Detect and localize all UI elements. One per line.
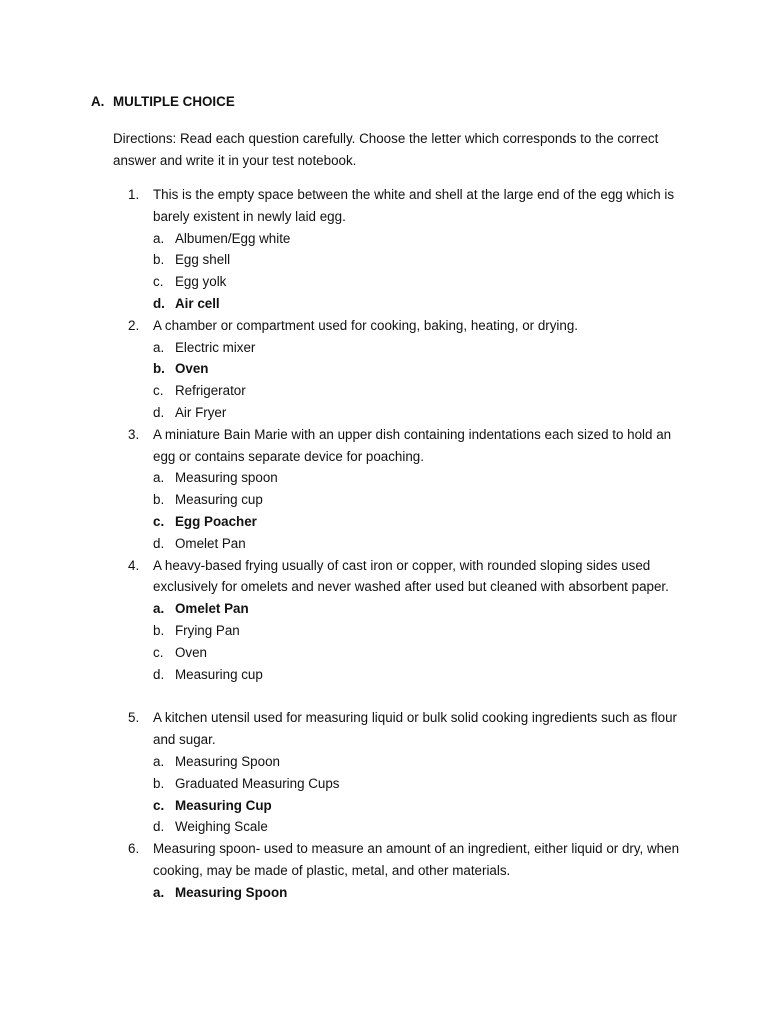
option-letter: d. bbox=[153, 404, 165, 420]
answer-option bbox=[0, 402, 768, 424]
option-text: Refrigerator bbox=[175, 383, 246, 399]
answer-option bbox=[0, 467, 768, 489]
answer-option bbox=[0, 249, 768, 271]
option-text: Graduated Measuring Cups bbox=[175, 775, 340, 791]
question-item bbox=[0, 315, 768, 424]
option-text: Egg yolk bbox=[175, 274, 227, 290]
option-text: Measuring Cup bbox=[175, 797, 272, 813]
answer-option-correct bbox=[0, 882, 768, 904]
section-title: MULTIPLE CHOICE bbox=[113, 94, 235, 109]
option-text: Measuring spoon bbox=[175, 470, 278, 486]
question-text: This is the empty space between the white and shell at the large end of the egg which is barely existent in newly laid egg. bbox=[153, 187, 675, 224]
option-text: Air cell bbox=[175, 295, 220, 311]
question-item bbox=[0, 707, 768, 838]
question-text: A heavy-based frying usually of cast iron or copper, with rounded sloping sides used exclusively for omelets and never washed after used but cleaned with absorbent paper. bbox=[153, 557, 669, 595]
question-number: 4. bbox=[128, 557, 140, 573]
question-text: Measuring spoon- used to measure an amount of an ingredient, either liquid or dry, when cooking, may be made of plastic, metal, and other materials. bbox=[153, 841, 680, 878]
option-text: Measuring cup bbox=[175, 666, 263, 682]
option-letter: b. bbox=[153, 775, 165, 791]
answer-option bbox=[0, 271, 768, 293]
question-item bbox=[0, 838, 768, 903]
answer-option-correct bbox=[0, 795, 768, 817]
option-letter: c. bbox=[153, 274, 164, 290]
option-text: Electric mixer bbox=[175, 339, 256, 355]
answer-option-correct bbox=[0, 293, 768, 315]
option-letter: a. bbox=[153, 753, 165, 769]
option-letter: c. bbox=[153, 513, 165, 529]
question-number: 2. bbox=[128, 317, 140, 333]
option-text: Albumen/Egg white bbox=[175, 230, 291, 246]
question-item bbox=[0, 184, 768, 315]
option-letter: d. bbox=[153, 535, 165, 551]
option-text: Weighing Scale bbox=[175, 819, 268, 835]
question-item bbox=[0, 424, 768, 555]
option-letter: d. bbox=[153, 295, 165, 311]
answer-option-correct bbox=[0, 598, 768, 620]
answer-option bbox=[0, 620, 768, 642]
option-letter: a. bbox=[153, 339, 165, 355]
option-text: Omelet Pan bbox=[175, 601, 249, 617]
option-text: Measuring cup bbox=[175, 492, 263, 508]
option-text: Measuring Spoon bbox=[175, 884, 288, 900]
option-text: Air Fryer bbox=[175, 404, 227, 420]
option-letter: c. bbox=[153, 383, 164, 399]
question-number: 6. bbox=[128, 841, 140, 857]
option-letter: a. bbox=[153, 601, 165, 617]
question-number: 5. bbox=[128, 710, 140, 726]
option-text: Oven bbox=[175, 361, 209, 377]
option-text: Oven bbox=[175, 644, 208, 660]
question-number: 3. bbox=[128, 426, 140, 442]
option-text: Egg Poacher bbox=[175, 513, 257, 529]
answer-option-correct bbox=[0, 358, 768, 380]
option-letter: b. bbox=[153, 361, 165, 377]
option-letter: b. bbox=[153, 492, 165, 508]
answer-option bbox=[0, 228, 768, 250]
option-letter: b. bbox=[153, 622, 165, 638]
question-text: A kitchen utensil used for measuring liquid or bulk solid cooking ingredients such as flour and sugar. bbox=[153, 710, 678, 748]
option-letter: c. bbox=[153, 797, 165, 813]
answer-option bbox=[0, 751, 768, 773]
answer-option-correct bbox=[0, 511, 768, 533]
answer-option bbox=[0, 816, 768, 838]
question-spacer bbox=[0, 685, 768, 707]
answer-option bbox=[0, 337, 768, 359]
question-item bbox=[0, 555, 768, 686]
option-letter: d. bbox=[153, 666, 165, 682]
option-letter: b. bbox=[153, 252, 165, 268]
option-letter: a. bbox=[153, 884, 165, 900]
directions-text: Directions: Read each question carefully. Choose the letter which corresponds to the correct answer and write it in your test notebook. bbox=[113, 131, 659, 168]
answer-option bbox=[0, 773, 768, 795]
option-letter: d. bbox=[153, 819, 165, 835]
question-text: A miniature Bain Marie with an upper dish containing indentations each sized to hold an egg or contains separate device for poaching. bbox=[153, 426, 672, 464]
option-letter: a. bbox=[153, 470, 165, 486]
option-text: Omelet Pan bbox=[175, 535, 246, 551]
answer-option bbox=[0, 642, 768, 664]
section-letter: A. bbox=[91, 94, 105, 109]
option-text: Measuring Spoon bbox=[175, 753, 280, 769]
question-number: 1. bbox=[128, 187, 140, 202]
option-letter: a. bbox=[153, 230, 165, 246]
option-text: Egg shell bbox=[175, 252, 231, 268]
answer-option bbox=[0, 533, 768, 555]
option-text: Frying Pan bbox=[175, 622, 240, 638]
answer-option bbox=[0, 664, 768, 686]
option-letter: c. bbox=[153, 644, 164, 660]
question-text: A chamber or compartment used for cooking, baking, heating, or drying. bbox=[153, 317, 579, 333]
answer-option bbox=[0, 380, 768, 402]
question-list bbox=[0, 184, 768, 904]
answer-option bbox=[0, 489, 768, 511]
